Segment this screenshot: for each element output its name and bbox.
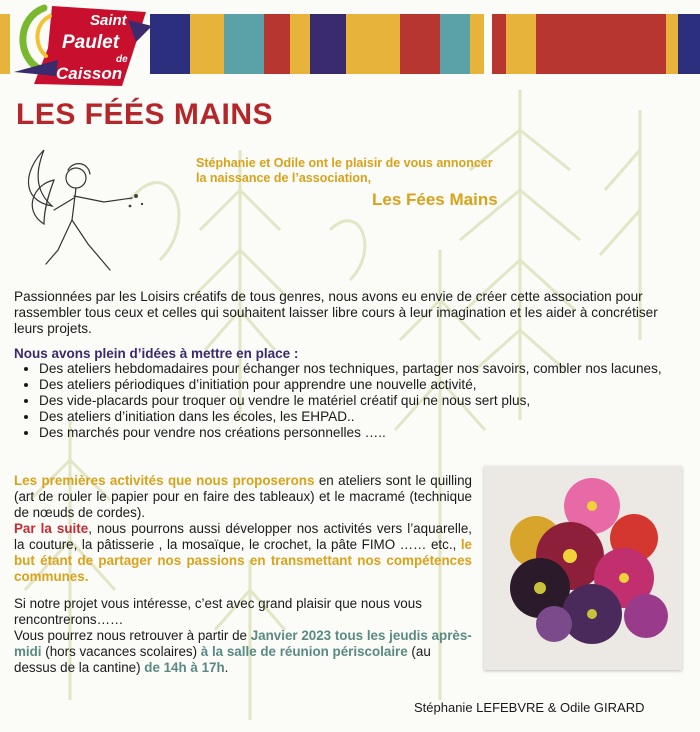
- closing-text-a: Vous pourrez nous retrouver à partir de: [14, 628, 251, 643]
- ideas-list: [20, 361, 699, 441]
- closing-line-1: Si notre projet vous intéresse, c’est avec grand plaisir que nous vous rencontrerons……: [14, 596, 422, 627]
- par-la-suite: Par la suite: [14, 521, 89, 536]
- activities-text-2: , nous pourrons aussi développer nos activités vers l’aquarelle, la couture, la pâtisserie , la mosaïque, le crochet, la pâte FIMO …… etc.,: [14, 521, 472, 552]
- logo-word-caisson: Caisson: [56, 64, 123, 83]
- fairy-illustration: [14, 140, 148, 280]
- closing-text-c: (au dessus de la cantine): [14, 644, 431, 675]
- announcement-line-1: Stéphanie et Odile ont le plaisir de vous annoncer: [196, 156, 493, 170]
- page-title: LES FÉÉS MAINS: [16, 98, 274, 131]
- list-item: • Des marchés pour vendre nos créations personnelles …..: [39, 425, 699, 441]
- list-item: • Des ateliers hebdomadaires pour échanger nos techniques, partager nos savoirs, combler nos lacunes,: [39, 361, 699, 377]
- list-item: • Des vide-placards pour troquer ou vendre le matériel créatif qui ne nous sert plus,: [39, 393, 699, 409]
- list-item: • Des ateliers d’initiation dans les écoles, les EHPAD..: [39, 409, 699, 425]
- activities-text-1: en ateliers sont le quilling (art de rouler le papier pour en faire des tableaux) et le macramé (technique de nœuds de cordes).: [14, 473, 472, 520]
- intro-paragraph: Passionnées par les Loisirs créatifs de tous genres, nous avons eu envie de créer cette association pour rassembler tous ceux et celles qui souhaitent laisser libre cours à leur imagination et les aider à concrétiser leurs projets.: [14, 289, 658, 336]
- logo-word-saint: Saint: [90, 12, 127, 29]
- closing-paragraph: [14, 596, 472, 676]
- announcement: [196, 156, 586, 186]
- closing-details: [14, 628, 472, 676]
- closing-end: .: [224, 660, 229, 675]
- list-item: • Des ateliers périodiques d’initiation pour apprendre une nouvelle activité,: [39, 377, 699, 393]
- activities-goal: le but étant de partager nos passions en transmettant nos compétences communes.: [14, 537, 473, 584]
- closing-text-b: (hors vacances scolaires): [41, 644, 201, 659]
- association-name: Les Fées Mains: [372, 190, 498, 209]
- closing-date: Janvier 2023 tous les jeudis après-midi: [14, 628, 472, 659]
- closing-place: à la salle de réunion périscolaire: [200, 644, 408, 659]
- logo-word-de: de: [116, 54, 128, 65]
- closing-hours: de 14h à 17h: [144, 660, 225, 675]
- activities-lead: Les premières activités que nous proposerons: [14, 473, 315, 488]
- announcement-line-2: la naissance de l’association,: [196, 171, 372, 185]
- quilling-flowers-drawing: [484, 466, 682, 670]
- signature: Stéphanie LEFEBVRE & Odile GIRARD: [414, 700, 645, 715]
- quilling-flowers-photo: [484, 466, 682, 670]
- activities-paragraph: [14, 473, 472, 585]
- logo-word-paulet: Paulet: [62, 32, 120, 53]
- saint-paulet-de-caisson-logo: [4, 2, 154, 88]
- ideas-heading: Nous avons plein d’idées à mettre en place :: [14, 346, 299, 361]
